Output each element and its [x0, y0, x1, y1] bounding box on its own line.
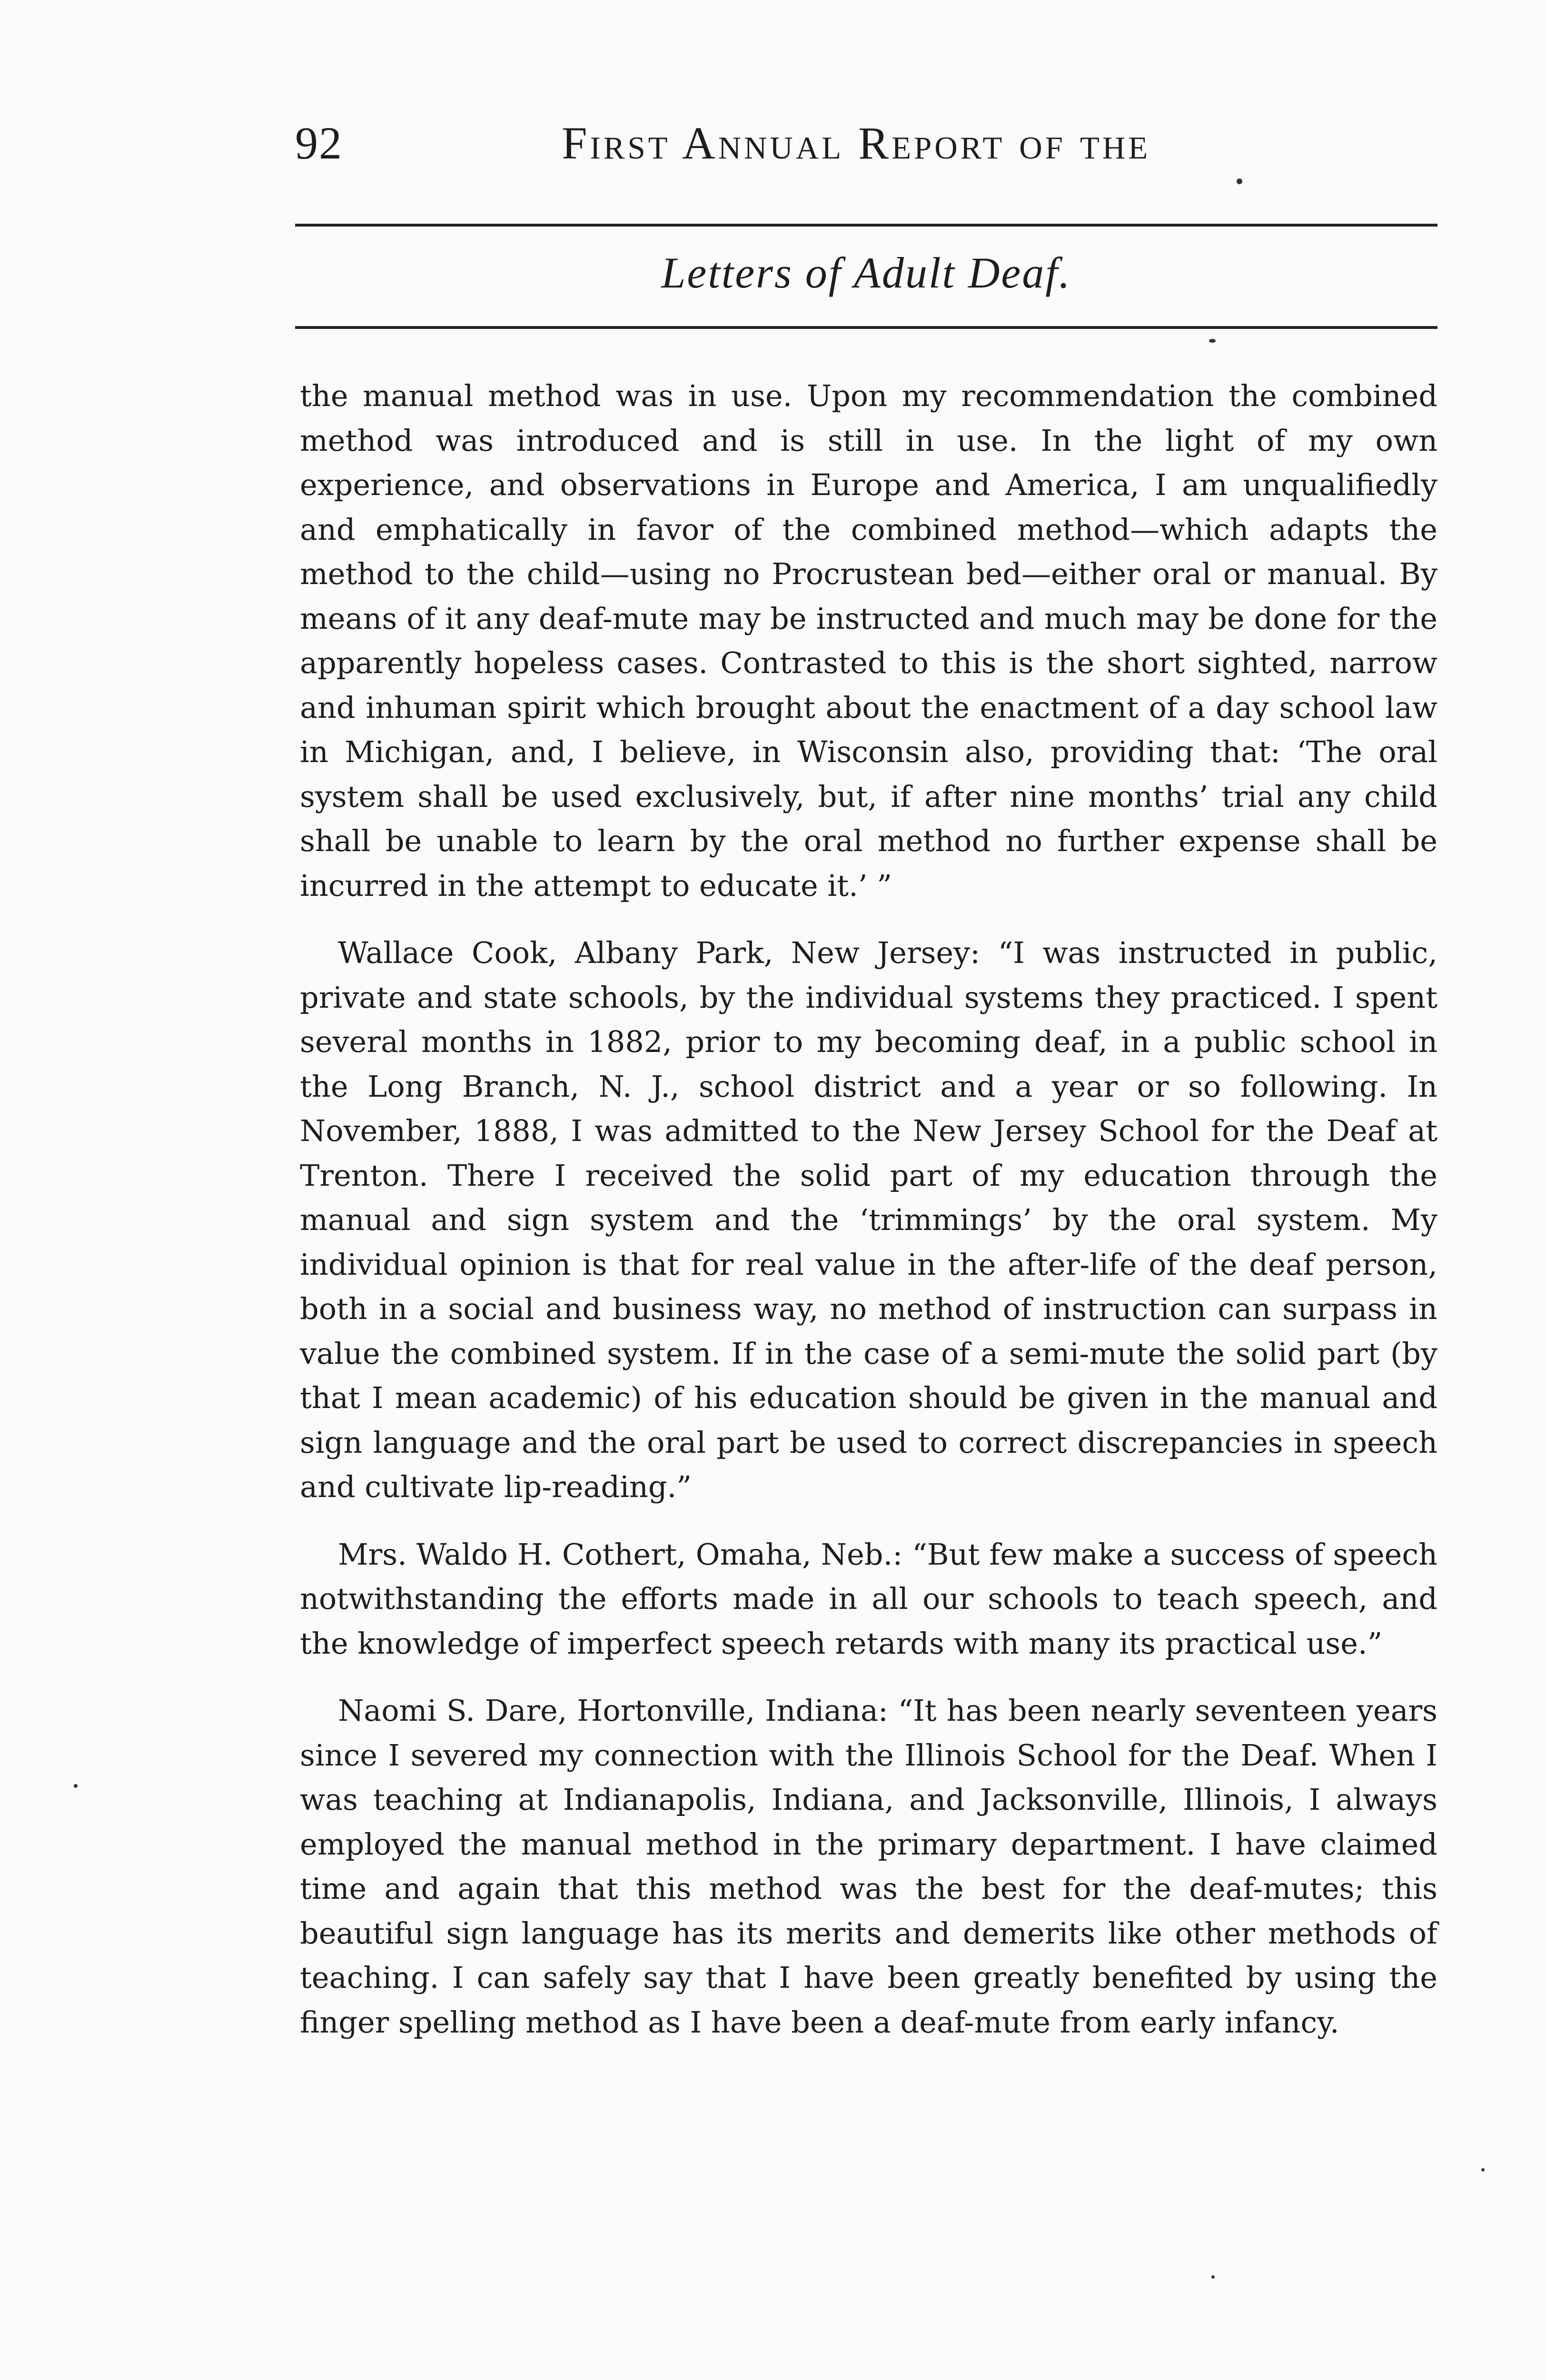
- paragraph-wallace-cook: Wallace Cook, Albany Park, New Jersey: “I was instructed in public, private and state schools, by the individual systems they practiced. I spent several months in 1882, prior to my becoming deaf, in a public school in the Long Branch, N. J., school district and a year or so following. In November, 1888, I was admitted to the New Jersey School for the Deaf at Trenton. There I received the solid part of my education through the manual and sign system and the ‘trimmings’ by the oral system. My individual opinion is that for real value in the after-life of the deaf person, both in a social and business way, no method of instruction can surpass in value the combined system. If in the case of a semi-mute the solid part (by that I mean academic) of his education should be given in the manual and sign language and the oral part be used to correct discrepancies in speech and cultivate lip-reading.”: [300, 935, 1437, 1504]
- header-rule-top: [295, 224, 1437, 227]
- paragraph-waldo-cothert: Mrs. Waldo H. Cothert, Omaha, Neb.: “But few make a success of speech notwithstanding the efforts made in all our schools to teach speech, and the knowledge of imperfect speech retards with many its practical use.”: [300, 1537, 1437, 1661]
- scan-speck: [1211, 2275, 1215, 2279]
- paragraph-naomi-dare: Naomi S. Dare, Hortonville, Indiana: “It has been nearly seventeen years since I severed my connection with the Illinois School for the Deaf. When I was teaching at Indianapolis, Indiana, and Jacksonville, Illinois, I always employed the manual method in the primary department. I have claimed time and again that this method was the best for the deaf-mutes; this beautiful sign language has its merits and demerits like other methods of teaching. I can safely say that I have been greatly benefited by using the finger spelling method as I have been a deaf-mute from early infancy.: [300, 1693, 1437, 2040]
- header-rule-bottom: [295, 326, 1437, 329]
- scan-speck: [1481, 2168, 1485, 2172]
- scan-speck: [1237, 178, 1242, 184]
- scan-speck: [1209, 339, 1216, 343]
- body-text: [300, 374, 1437, 2067]
- scan-speck: [74, 1784, 78, 1788]
- running-header: [295, 107, 1437, 178]
- running-title: First Annual Report of the: [562, 118, 1151, 169]
- section-title: Letters of Adult Deaf.: [661, 248, 1071, 297]
- page-number: 92: [295, 118, 343, 169]
- paragraph-continuation: the manual method was in use. Upon my recommendation the combined method was introduced and is still in use. In the light of my own experience, and observations in Europe and America, I am unqualifiedly and emphatically in favor of the combined method—which adapts the method to the child—using no Procrustean bed—either oral or manual. By means of it any deaf-mute may be instructed and much may be done for the apparently hopeless cases. Contrasted to this is the short sighted, narrow and inhuman spirit which brought about the enactment of a day school law in Michigan, and, I believe, in Wisconsin also, providing that: ‘The oral system shall be used exclusively, but, if after nine months’ trial any child shall be unable to learn by the oral method no further expense shall be incurred in the attempt to educate it.’ ”: [300, 378, 1437, 903]
